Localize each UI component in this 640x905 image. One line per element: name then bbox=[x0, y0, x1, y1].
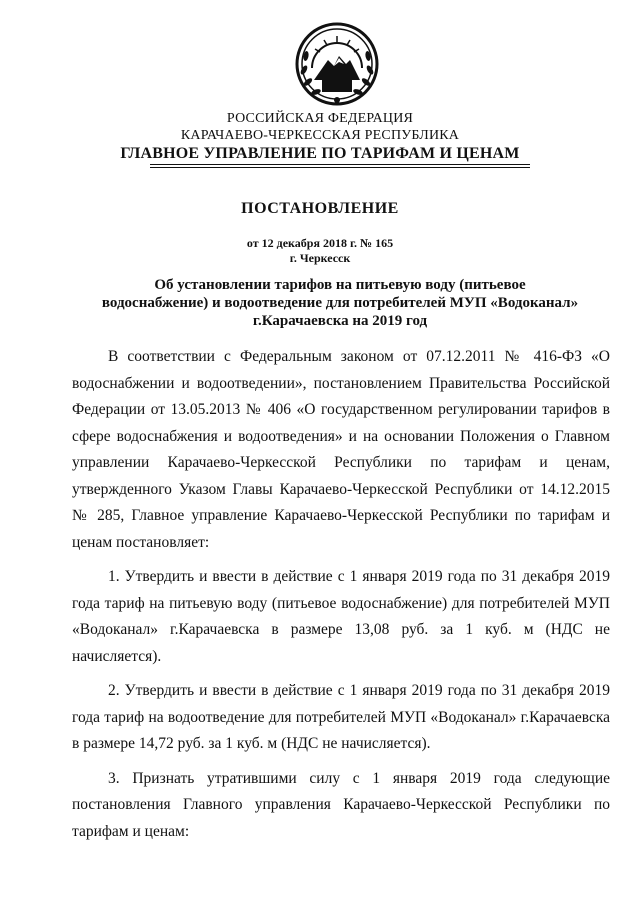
header-divider bbox=[150, 164, 530, 165]
document-body bbox=[72, 344, 610, 845]
body-item-3: 3. Признать утратившими силу с 1 января 2019 года следующие постановления Главного управления Карачаево-Черкесской Республики по тарифам и ценам: bbox=[72, 769, 610, 840]
body-item-1: 1. Утвердить и ввести в действие с 1 января 2019 года по 31 декабря 2019 года тариф на питьевую воду (питьевое водоснабжение) для потребителей МУП «Водоканал» г.Карачаевска в размере 13,08 руб. за 1 куб. м (НДС не начисляется). bbox=[72, 568, 610, 665]
document-city: г. Черкесск bbox=[289, 251, 351, 265]
document-subject: Об установлении тарифов на питьевую воду (питьевое водоснабжение) и водоотведение для потребителей МУП «Водоканал» г.Карачаевска на 2019 год bbox=[101, 277, 579, 329]
header-divider-secondary bbox=[150, 167, 530, 168]
document-date-number: от 12 декабря 2018 г. № 165 bbox=[246, 236, 394, 250]
document-header bbox=[0, 110, 640, 163]
coat-of-arms-emblem-icon bbox=[294, 20, 380, 108]
header-country: РОССИЙСКАЯ ФЕДЕРАЦИЯ bbox=[226, 111, 414, 126]
body-item-2: 2. Утвердить и ввести в действие с 1 января 2019 года по 31 декабря 2019 года тариф на водоотведение для потребителей МУП «Водоканал» г.Карачаевска в размере 14,72 руб. за 1 куб. м (НДС не начисляется). bbox=[72, 682, 610, 752]
document-meta bbox=[0, 236, 640, 266]
header-republic: КАРАЧАЕВО-ЧЕРКЕССКАЯ РЕСПУБЛИКА bbox=[180, 128, 460, 143]
header-agency: ГЛАВНОЕ УПРАВЛЕНИЕ ПО ТАРИФАМ И ЦЕНАМ bbox=[120, 145, 520, 162]
document-type-title: ПОСТАНОВЛЕНИЕ bbox=[241, 200, 399, 217]
body-preamble: В соответствии с Федеральным законом от 07.12.2011 № 416-ФЗ «О водоснабжении и водоотведении», постановлением Правительства Российской Федерации от 13.05.2013 № 406 «О государственном регулировании тарифов в сфере водоснабжения и водоотведения» и на основании Положения о Главном управлении Карачаево-Черкесской Республики по тарифам и ценам, утвержденного Указом Главы Карачаево-Черкесской Республики от 14.12.2015 № 285, Главное управление Карачаево-Черкесской Республики по тарифам и ценам постановляет: bbox=[72, 348, 610, 551]
